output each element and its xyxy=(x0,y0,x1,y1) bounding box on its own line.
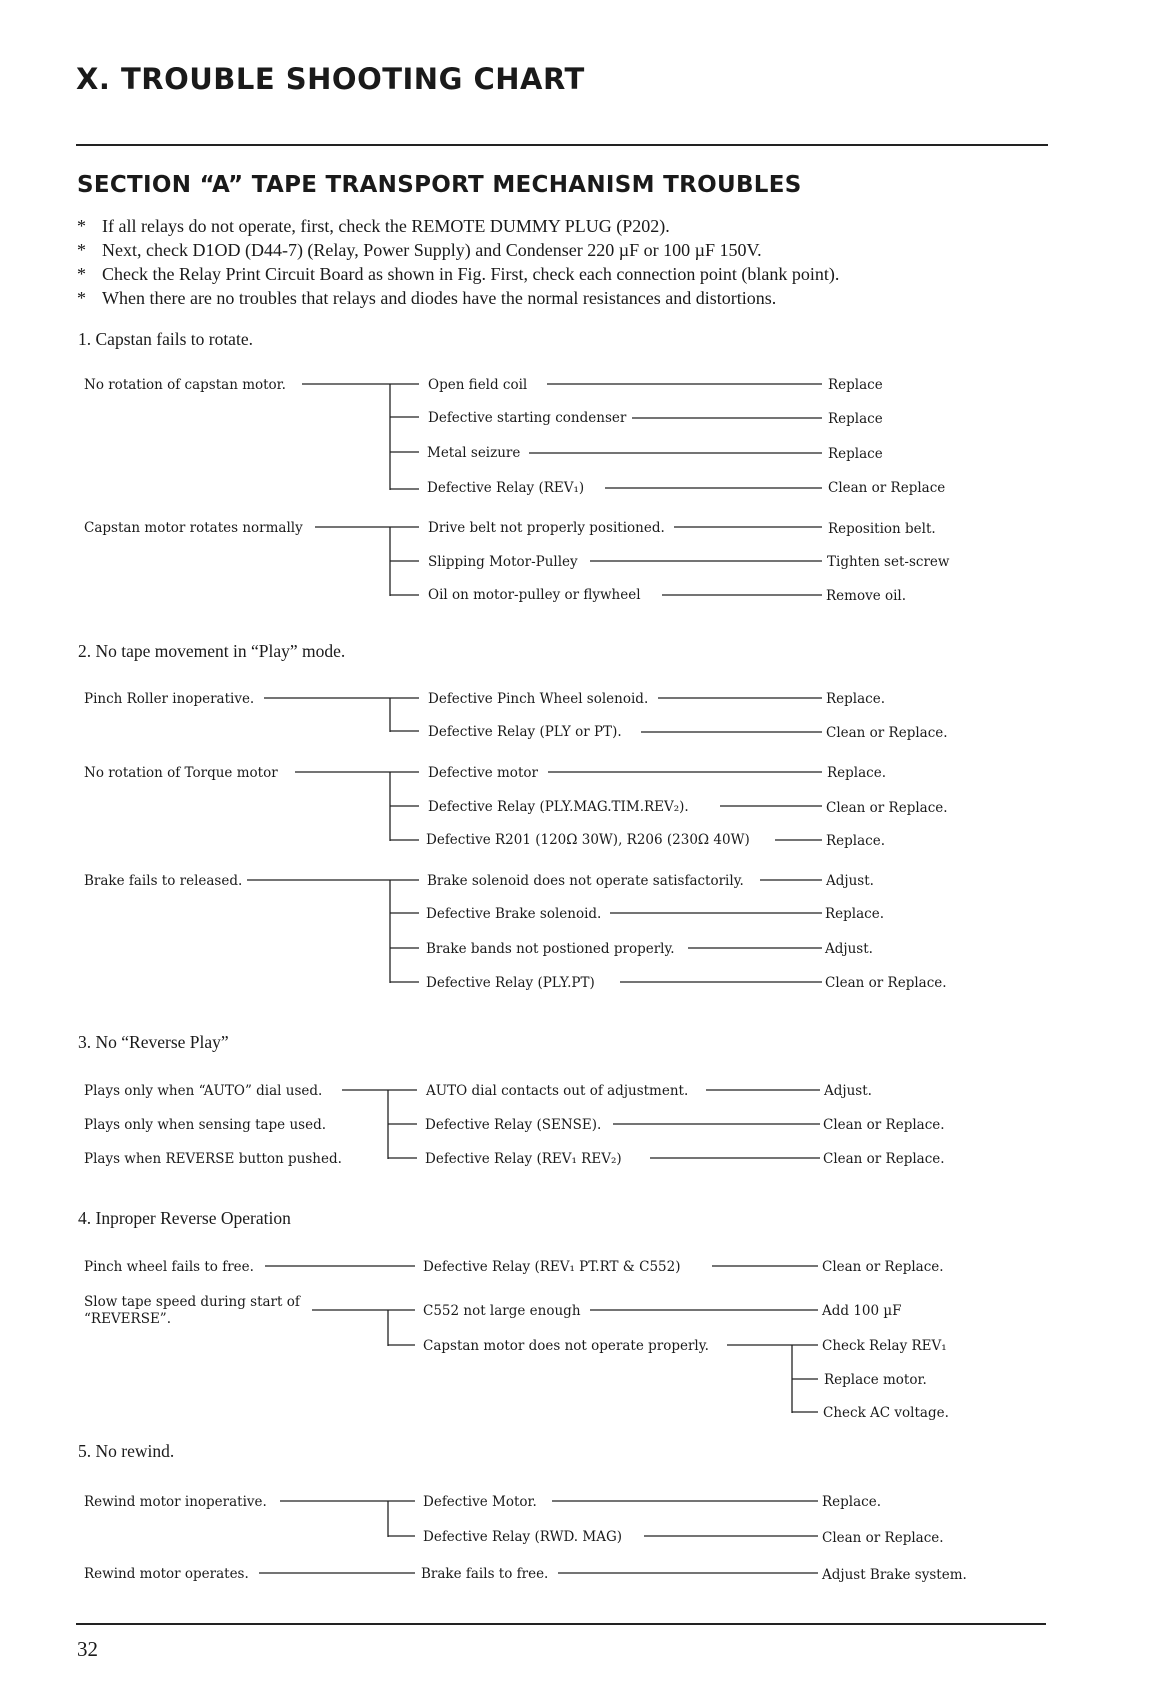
symptom: Plays only when “AUTO” dial used. xyxy=(84,1083,323,1099)
cause: Defective Relay (SENSE). xyxy=(425,1117,602,1133)
cause: Brake solenoid does not operate satisfactorily. xyxy=(427,873,744,889)
page-number: 32 xyxy=(77,1637,98,1661)
remedy: Clean or Replace. xyxy=(823,1151,945,1167)
remedy: Adjust. xyxy=(824,1083,872,1099)
cause: Defective Relay (REV₁) xyxy=(427,480,585,496)
cause: Brake fails to free. xyxy=(421,1566,549,1582)
symptom: Rewind motor operates. xyxy=(84,1566,249,1582)
note-4: When there are no troubles that relays and diodes have the normal resistances and distortions. xyxy=(102,288,777,308)
cause: Defective Motor. xyxy=(423,1494,537,1510)
note-marker: * xyxy=(77,288,86,308)
cause: Defective Relay (REV₁ REV₂) xyxy=(425,1151,622,1167)
remedy: Replace motor. xyxy=(824,1372,927,1388)
cause: Defective R201 (120Ω 30W), R206 (230Ω 40W) xyxy=(426,832,750,848)
symptom: Capstan motor rotates normally xyxy=(84,520,303,536)
note-3: Check the Relay Print Circuit Board as shown in Fig. First, check each connection point (blank point). xyxy=(102,264,840,284)
remedy: Clean or Replace. xyxy=(822,1259,944,1275)
note-1: If all relays do not operate, first, check the REMOTE DUMMY PLUG (P202). xyxy=(102,216,670,236)
note-2: Next, check D1OD (D44-7) (Relay, Power Supply) and Condenser 220 µF or 100 µF 150V. xyxy=(102,240,762,260)
cause: Defective motor xyxy=(428,765,538,781)
symptom: Pinch wheel fails to free. xyxy=(84,1259,254,1275)
remedy: Reposition belt. xyxy=(828,521,936,537)
cause: Defective Relay (PLY or PT). xyxy=(428,724,622,740)
remedy: Replace. xyxy=(825,906,885,922)
symptom: Rewind motor inoperative. xyxy=(84,1494,267,1510)
symptom: Pinch Roller inoperative. xyxy=(84,691,255,707)
remedy: Replace. xyxy=(826,833,886,849)
symptom: “REVERSE”. xyxy=(84,1311,171,1327)
note-marker: * xyxy=(77,264,86,284)
cause: Brake bands not postioned properly. xyxy=(426,941,675,957)
subsection-title: 3. No “Reverse Play” xyxy=(78,1032,229,1052)
remedy: Replace. xyxy=(826,691,886,707)
cause: Defective Relay (REV₁ PT.RT & C552) xyxy=(423,1259,681,1275)
cause: Defective Brake solenoid. xyxy=(426,906,602,922)
remedy: Clean or Replace. xyxy=(826,800,948,816)
symptom: Brake fails to released. xyxy=(84,873,243,889)
cause: AUTO dial contacts out of adjustment. xyxy=(426,1083,689,1099)
remedy: Replace xyxy=(828,411,883,427)
cause: Open field coil xyxy=(428,377,528,393)
remedy: Check AC voltage. xyxy=(823,1405,949,1421)
remedy: Replace xyxy=(828,446,883,462)
symptom: Plays when REVERSE button pushed. xyxy=(84,1151,342,1167)
cause: Defective Relay (PLY.PT) xyxy=(426,975,595,991)
remedy: Remove oil. xyxy=(826,588,907,604)
subsection-title: 2. No tape movement in “Play” mode. xyxy=(78,641,346,661)
subsection-title: 1. Capstan fails to rotate. xyxy=(78,329,253,349)
remedy: Clean or Replace. xyxy=(822,1530,944,1546)
cause: Capstan motor does not operate properly. xyxy=(423,1338,709,1354)
section-title: SECTION “A” TAPE TRANSPORT MECHANISM TROUBLES xyxy=(77,172,802,198)
remedy: Clean or Replace. xyxy=(825,975,947,991)
cause: Defective Pinch Wheel solenoid. xyxy=(428,691,649,707)
remedy: Replace xyxy=(828,377,883,393)
cause: Defective Relay (RWD. MAG) xyxy=(423,1529,623,1545)
symptom: Plays only when sensing tape used. xyxy=(84,1117,327,1133)
symptom: No rotation of Torque motor xyxy=(84,765,278,781)
cause: Slipping Motor-Pulley xyxy=(428,554,578,570)
cause: Defective Relay (PLY.MAG.TIM.REV₂). xyxy=(428,799,689,815)
cause: Drive belt not properly positioned. xyxy=(428,520,665,536)
remedy: Adjust. xyxy=(826,873,874,889)
cause: C552 not large enough xyxy=(423,1303,581,1319)
note-marker: * xyxy=(77,240,86,260)
remedy: Clean or Replace. xyxy=(826,725,948,741)
remedy: Adjust Brake system. xyxy=(822,1567,967,1583)
bottom-divider xyxy=(76,1623,1046,1625)
note-marker: * xyxy=(77,216,86,236)
subsection-title: 4. Inproper Reverse Operation xyxy=(78,1208,291,1228)
remedy: Check Relay REV₁ xyxy=(822,1338,947,1354)
subsection-title: 5. No rewind. xyxy=(78,1441,175,1461)
cause: Oil on motor-pulley or flywheel xyxy=(428,587,641,603)
remedy: Adjust. xyxy=(825,941,873,957)
remedy: Tighten set-screw xyxy=(827,554,950,570)
remedy: Add 100 µF xyxy=(822,1303,902,1319)
remedy: Clean or Replace xyxy=(828,480,946,496)
remedy: Clean or Replace. xyxy=(823,1117,945,1133)
cause: Defective starting condenser xyxy=(428,410,627,426)
cause: Metal seizure xyxy=(427,445,521,461)
symptom: Slow tape speed during start of xyxy=(84,1294,300,1310)
page-heading: X. TROUBLE SHOOTING CHART xyxy=(76,62,585,96)
remedy: Replace. xyxy=(822,1494,882,1510)
symptom: No rotation of capstan motor. xyxy=(84,377,286,393)
remedy: Replace. xyxy=(827,765,887,781)
